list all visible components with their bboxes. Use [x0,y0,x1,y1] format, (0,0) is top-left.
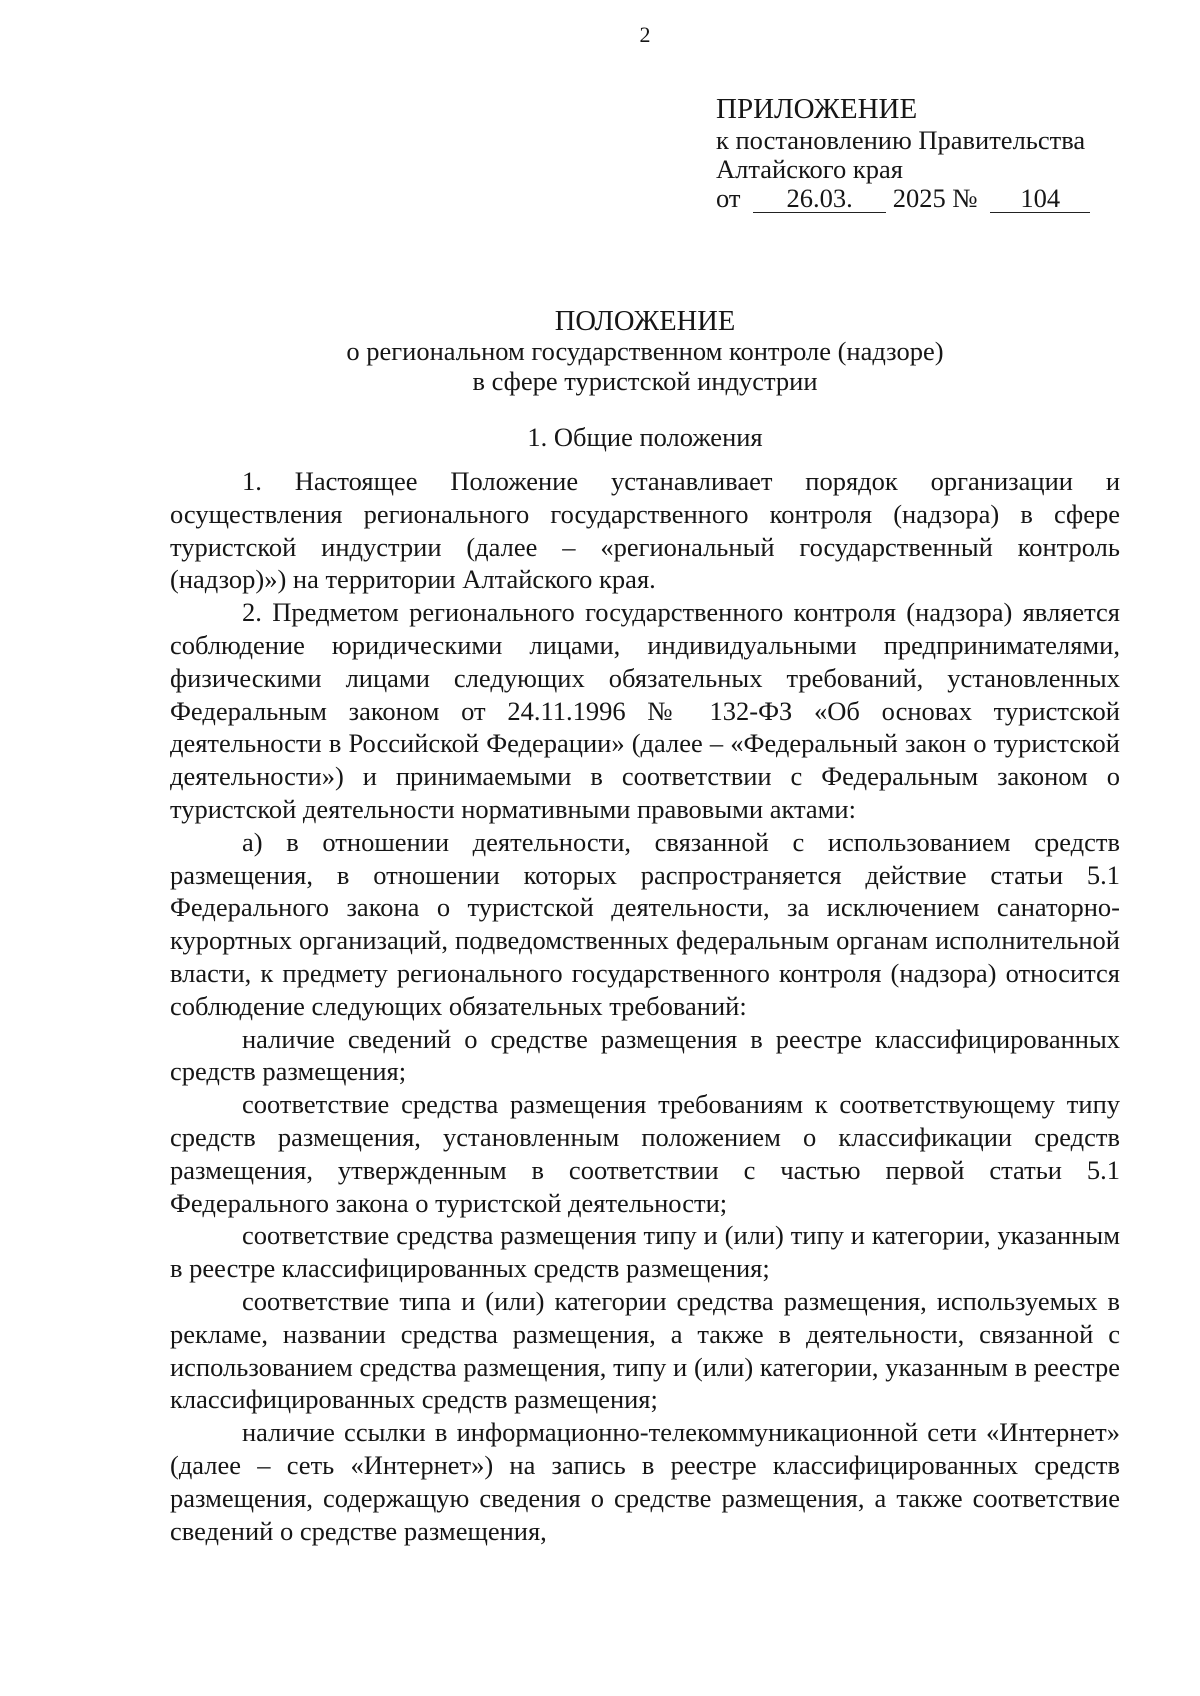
appendix-line-2: Алтайского края [716,154,903,184]
paragraph: соответствие средства размещения требованиям к соответствующему типу средств размещения, установленным положением о классификации средств размещения, утвержденным в соответствии с частью первой статьи 5.1 Федерального закона о туристской деятельности; [170,1089,1120,1218]
date-prefix: от [716,183,741,213]
paragraph: соответствие типа и (или) категории средства размещения, используемых в рекламе, названии средства размещения, а также в деятельности, связанной с использованием средства размещения, типу и (или) категории, указанным в реестре классифицированных средств размещения; [170,1285,1120,1415]
appendix-line-1: к постановлению Правительства [716,125,1086,155]
paragraph: наличие сведений о средстве размещения в реестре классифицированных средств размещения; [170,1023,1120,1087]
document-body [170,465,1120,1547]
appendix-title: ПРИЛОЖЕНИЕ [716,93,918,125]
page-number: 2 [639,22,651,47]
document-subtitle [0,336,1200,396]
paragraph: а) в отношении деятельности, связанной с использованием средств размещения, в отношении которых распространяется действие статьи 5.1 Федерального закона о туристской деятельности, за исключением санаторно-курортных организаций, подведомственных федеральным органам исполнительной власти, к предмету регионального государственного контроля (надзора) относится соблюдение следующих обязательных требований: [170,826,1120,1021]
date-value: 26.03. [753,185,886,213]
paragraph: соответствие средства размещения типу и (или) типу и категории, указанным в реестре классифицированных средств размещения; [170,1220,1120,1284]
paragraph: 2. Предметом регионального государственного контроля (надзора) является соблюдение юридическими лицами, индивидуальными предпринимателями, физическими лицами следующих обязательных требований, установленных Федеральным законом от 24.11.1996 № 132-ФЗ «Об основах туристской деятельности в Российской Федерации» (далее – «Федеральный закон о туристской деятельности») и принимаемыми в соответствии с Федеральным законом о туристской деятельности нормативными правовыми актами: [170,597,1120,824]
year-label: 2025 № [892,183,978,213]
paragraph: 1. Настоящее Положение устанавливает порядок организации и осуществления регионального государственного контроля (надзора) в сфере туристской индустрии (далее – «региональный государственный контроль (надзор)») на территории Алтайского края. [170,466,1120,595]
subtitle-line-1: о региональном государственном контроле (надзоре) [346,336,944,366]
appendix-date-line [716,184,1090,213]
appendix-block [716,92,1090,213]
document-title: ПОЛОЖЕНИЕ [554,306,736,337]
paragraph: наличие ссылки в информационно-телекоммуникационной сети «Интернет» (далее – сеть «Интернет») на запись в реестре классифицированных средств размещения, содержащую сведения о средстве размещения, а также соответствие сведений о средстве размещения, [170,1417,1120,1546]
subtitle-line-2: в сфере туристской индустрии [472,366,818,396]
section-title: 1. Общие положения [527,422,763,452]
document-number: 104 [990,185,1090,213]
